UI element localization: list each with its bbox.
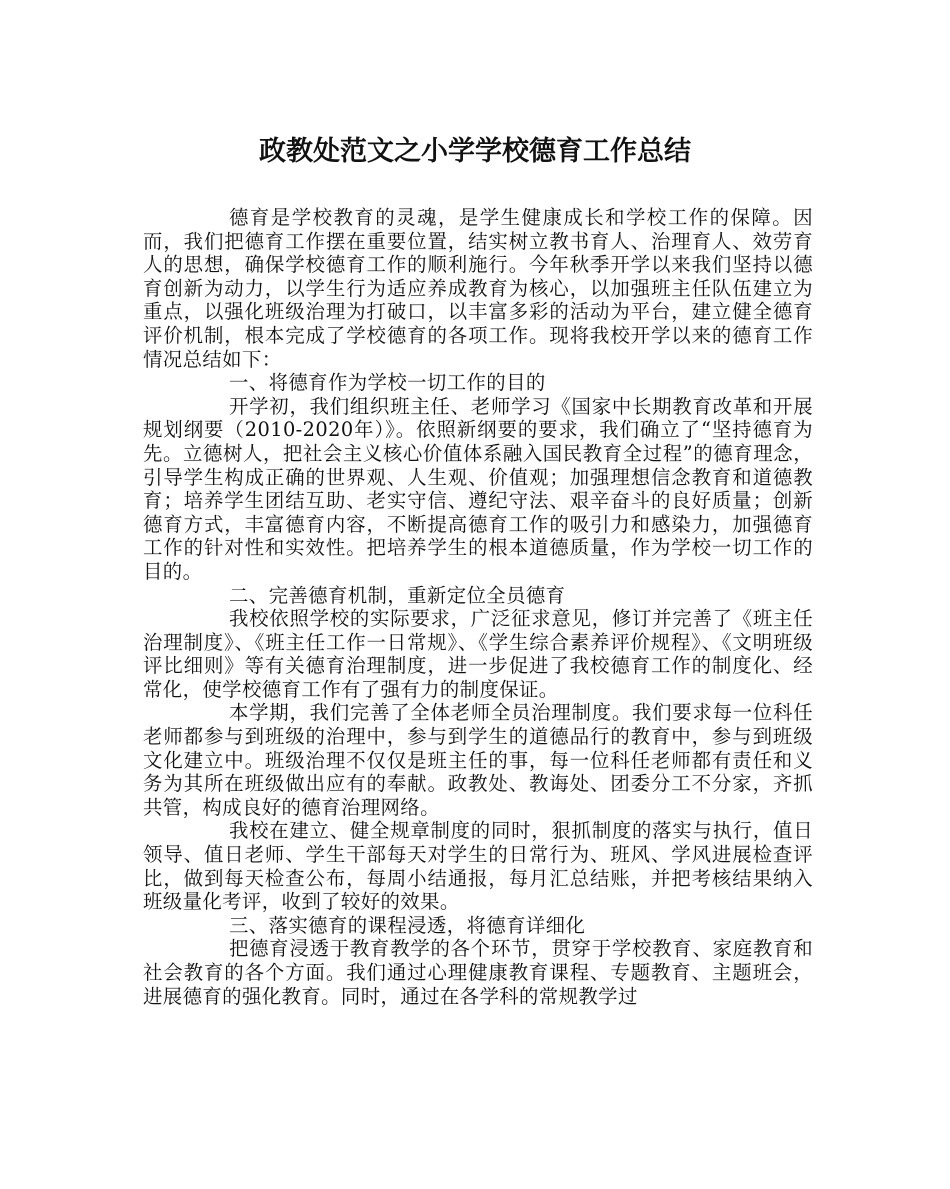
document-title: 政教处范文之小学学校德育工作总结: [259, 136, 691, 167]
section-heading-1: 一、将德育作为学校一切工作的目的: [229, 371, 546, 395]
section-2-paragraph-1: 我校依照学校的实际要求，广泛征求意见，修订并完善了《班主任治理制度》、《班主任工作一日常规》、《学生综合素养评价规程》、《文明班级评比细则》等有关德育治理制度，进一步促进了我校德育工作的制度化、经常化，使学校德育工作有了强有力的制度保证。: [143, 607, 813, 701]
section-3-paragraph: 把德育浸透于教育教学的各个环节，贯穿于学校教育、家庭教育和社会教育的各个方面。我们通过心理健康教育课程、专题教育、主题班会，进展德育的强化教育。同时，通过在各学科的常规教学过: [143, 937, 813, 1008]
section-heading-2: 二、完善德育机制，重新定位全员德育: [229, 583, 566, 607]
section-2-paragraph-2: 本学期，我们完善了全体老师全员治理制度。我们要求每一位科任老师都参与到班级的治理中，参与到学生的道德品行的教育中，参与到班级文化建立中。班级治理不仅仅是班主任的事，每一位科任老师都有责任和义务为其所在班级做出应有的奉献。政教处、教诲处、团委分工不分家，齐抓共管，构成良好的德育治理网络。: [143, 701, 813, 819]
intro-paragraph: 德育是学校教育的灵魂，是学生健康成长和学校工作的保障。因而，我们把德育工作摆在重要位置，结实树立教书育人、治理育人、效劳育人的思想，确保学校德育工作的顺利施行。今年秋季开学以来我们坚持以德育创新为动力，以学生行为适应养成教育为核心，以加强班主任队伍建立为重点，以强化班级治理为打破口，以丰富多彩的活动为平台，建立健全德育评价机制，根本完成了学校德育的各项工作。现将我校开学以来的德育工作情况总结如下：: [143, 206, 813, 371]
section-heading-3: 三、落实德育的课程浸透，将德育详细化: [229, 913, 586, 937]
document-body: [143, 206, 813, 1008]
section-2-paragraph-3: 我校在建立、健全规章制度的同时，狠抓制度的落实与执行，值日领导、值日老师、学生干部每天对学生的日常行为、班风、学风进展检查评比，做到每天检查公布，每周小结通报，每月汇总结账，并把考核结果纳入班级量化考评，收到了较好的效果。: [143, 819, 813, 914]
section-1-paragraph: 开学初，我们组织班主任、老师学习《国家中长期教育改革和开展规划纲要（2010-2020年）》。依照新纲要的要求，我们确立了“坚持德育为先。立德树人，把社会主义核心价值体系融入国民教育全过程”的德育理念，引导学生构成正确的世界观、人生观、价值观；加强理想信念教育和道德教育；培养学生团结互助、老实守信、遵纪守法、艰辛奋斗的良好质量；创新德育方式，丰富德育内容，不断提高德育工作的吸引力和感染力，加强德育工作的针对性和实效性。把培养学生的根本道德质量，作为学校一切工作的目的。: [143, 394, 813, 583]
